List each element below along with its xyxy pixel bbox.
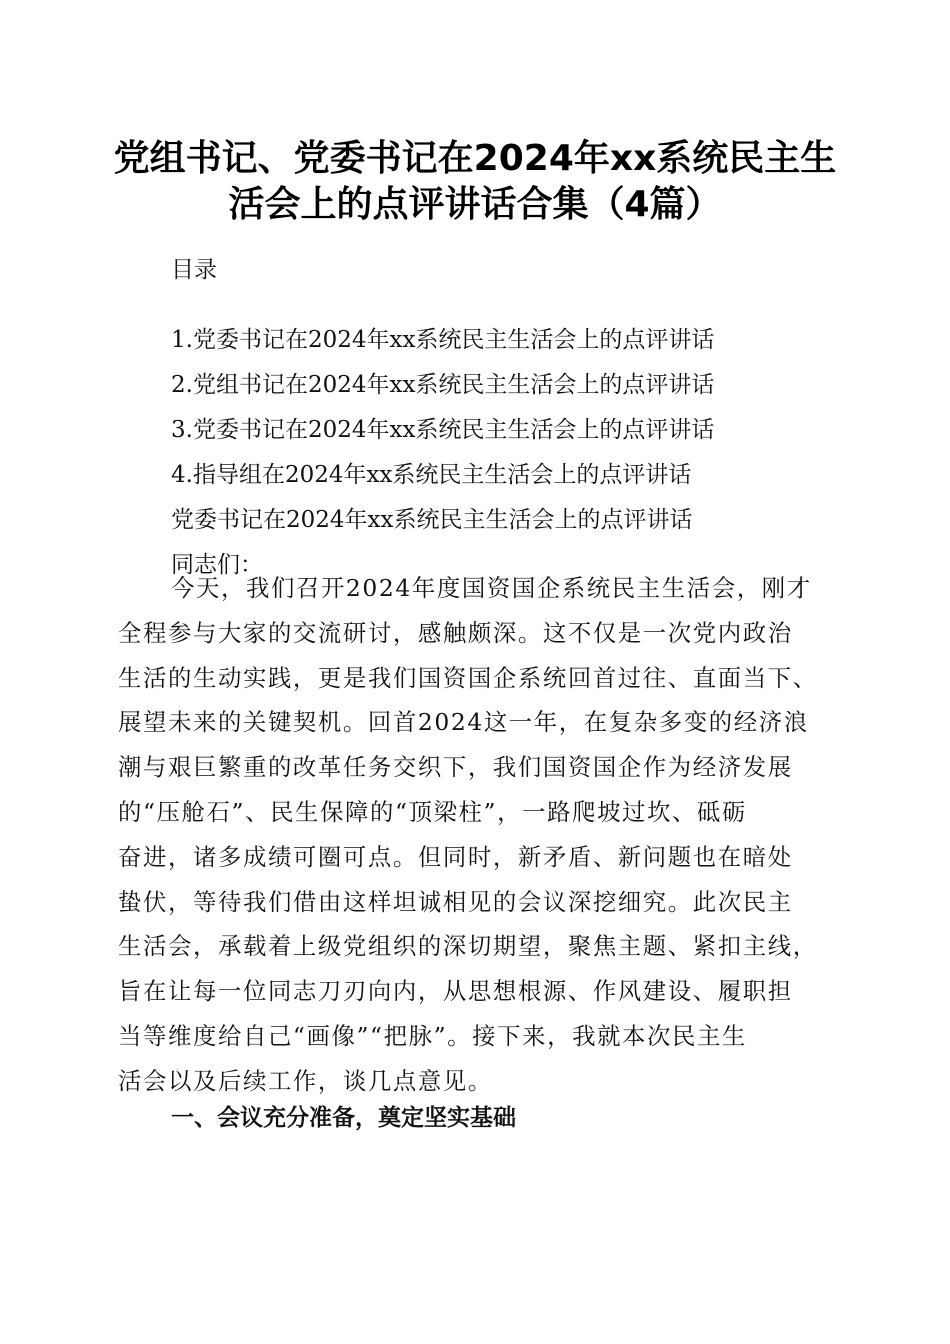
toc-item-1: 1.党委书记在2024年xx系统民主生活会上的点评讲话	[171, 327, 715, 353]
speech-title: 党委书记在2024年xx系统民主生活会上的点评讲话	[171, 507, 693, 533]
toc-item-2: 2.党组书记在2024年xx系统民主生活会上的点评讲话	[171, 372, 715, 398]
paragraph-line: 生活会，承载着上级党组织的深切期望，聚焦主题、紧扣主线，	[118, 932, 818, 961]
toc-heading: 目录	[171, 257, 217, 283]
paragraph-line: 当等维度给自己“画像”“把脉”。接下来，我就本次民主生	[118, 1021, 748, 1050]
paragraph-line: 展望未来的关键契机。回首2024这一年，在复杂多变的经济浪	[118, 708, 809, 737]
paragraph-line: 全程参与大家的交流研讨，感触颇深。这不仅是一次党内政治	[118, 618, 793, 647]
toc-item-4: 4.指导组在2024年xx系统民主生活会上的点评讲话	[171, 462, 692, 488]
paragraph-line: 蛰伏，等待我们借由这样坦诚相见的会议深挖细究。此次民主	[118, 887, 793, 916]
paragraph-line: 生活的生动实践，更是我们国资国企系统回首过往、直面当下、	[118, 663, 818, 692]
paragraph-line: 旨在让每一位同志刀刃向内，从思想根源、作风建设、履职担	[118, 977, 793, 1006]
paragraph-line: 潮与艰巨繁重的改革任务交织下，我们国资国企作为经济发展	[118, 753, 793, 782]
paragraph-line: 奋进，诸多成绩可圈可点。但同时，新矛盾、新问题也在暗处	[118, 842, 793, 871]
section-heading: 一、会议充分准备，奠定坚实基础	[171, 1105, 516, 1131]
document-title-line-2: 活会上的点评讲话合集（4篇）	[228, 184, 722, 225]
toc-item-3: 3.党委书记在2024年xx系统民主生活会上的点评讲话	[171, 417, 715, 443]
paragraph-line: 活会以及后续工作，谈几点意见。	[118, 1066, 493, 1095]
greeting: 同志们：	[171, 552, 263, 578]
document-title-line-1: 党组书记、党委书记在2024年xx系统民主生	[113, 138, 837, 179]
paragraph-line: 的“压舱石”、民生保障的“顶梁柱”，一路爬坡过坎、砥砺	[118, 797, 748, 826]
body-paragraph	[118, 566, 838, 1104]
paragraph-line: 今天，我们召开2024年度国资国企系统民主生活会，刚才	[171, 574, 812, 602]
